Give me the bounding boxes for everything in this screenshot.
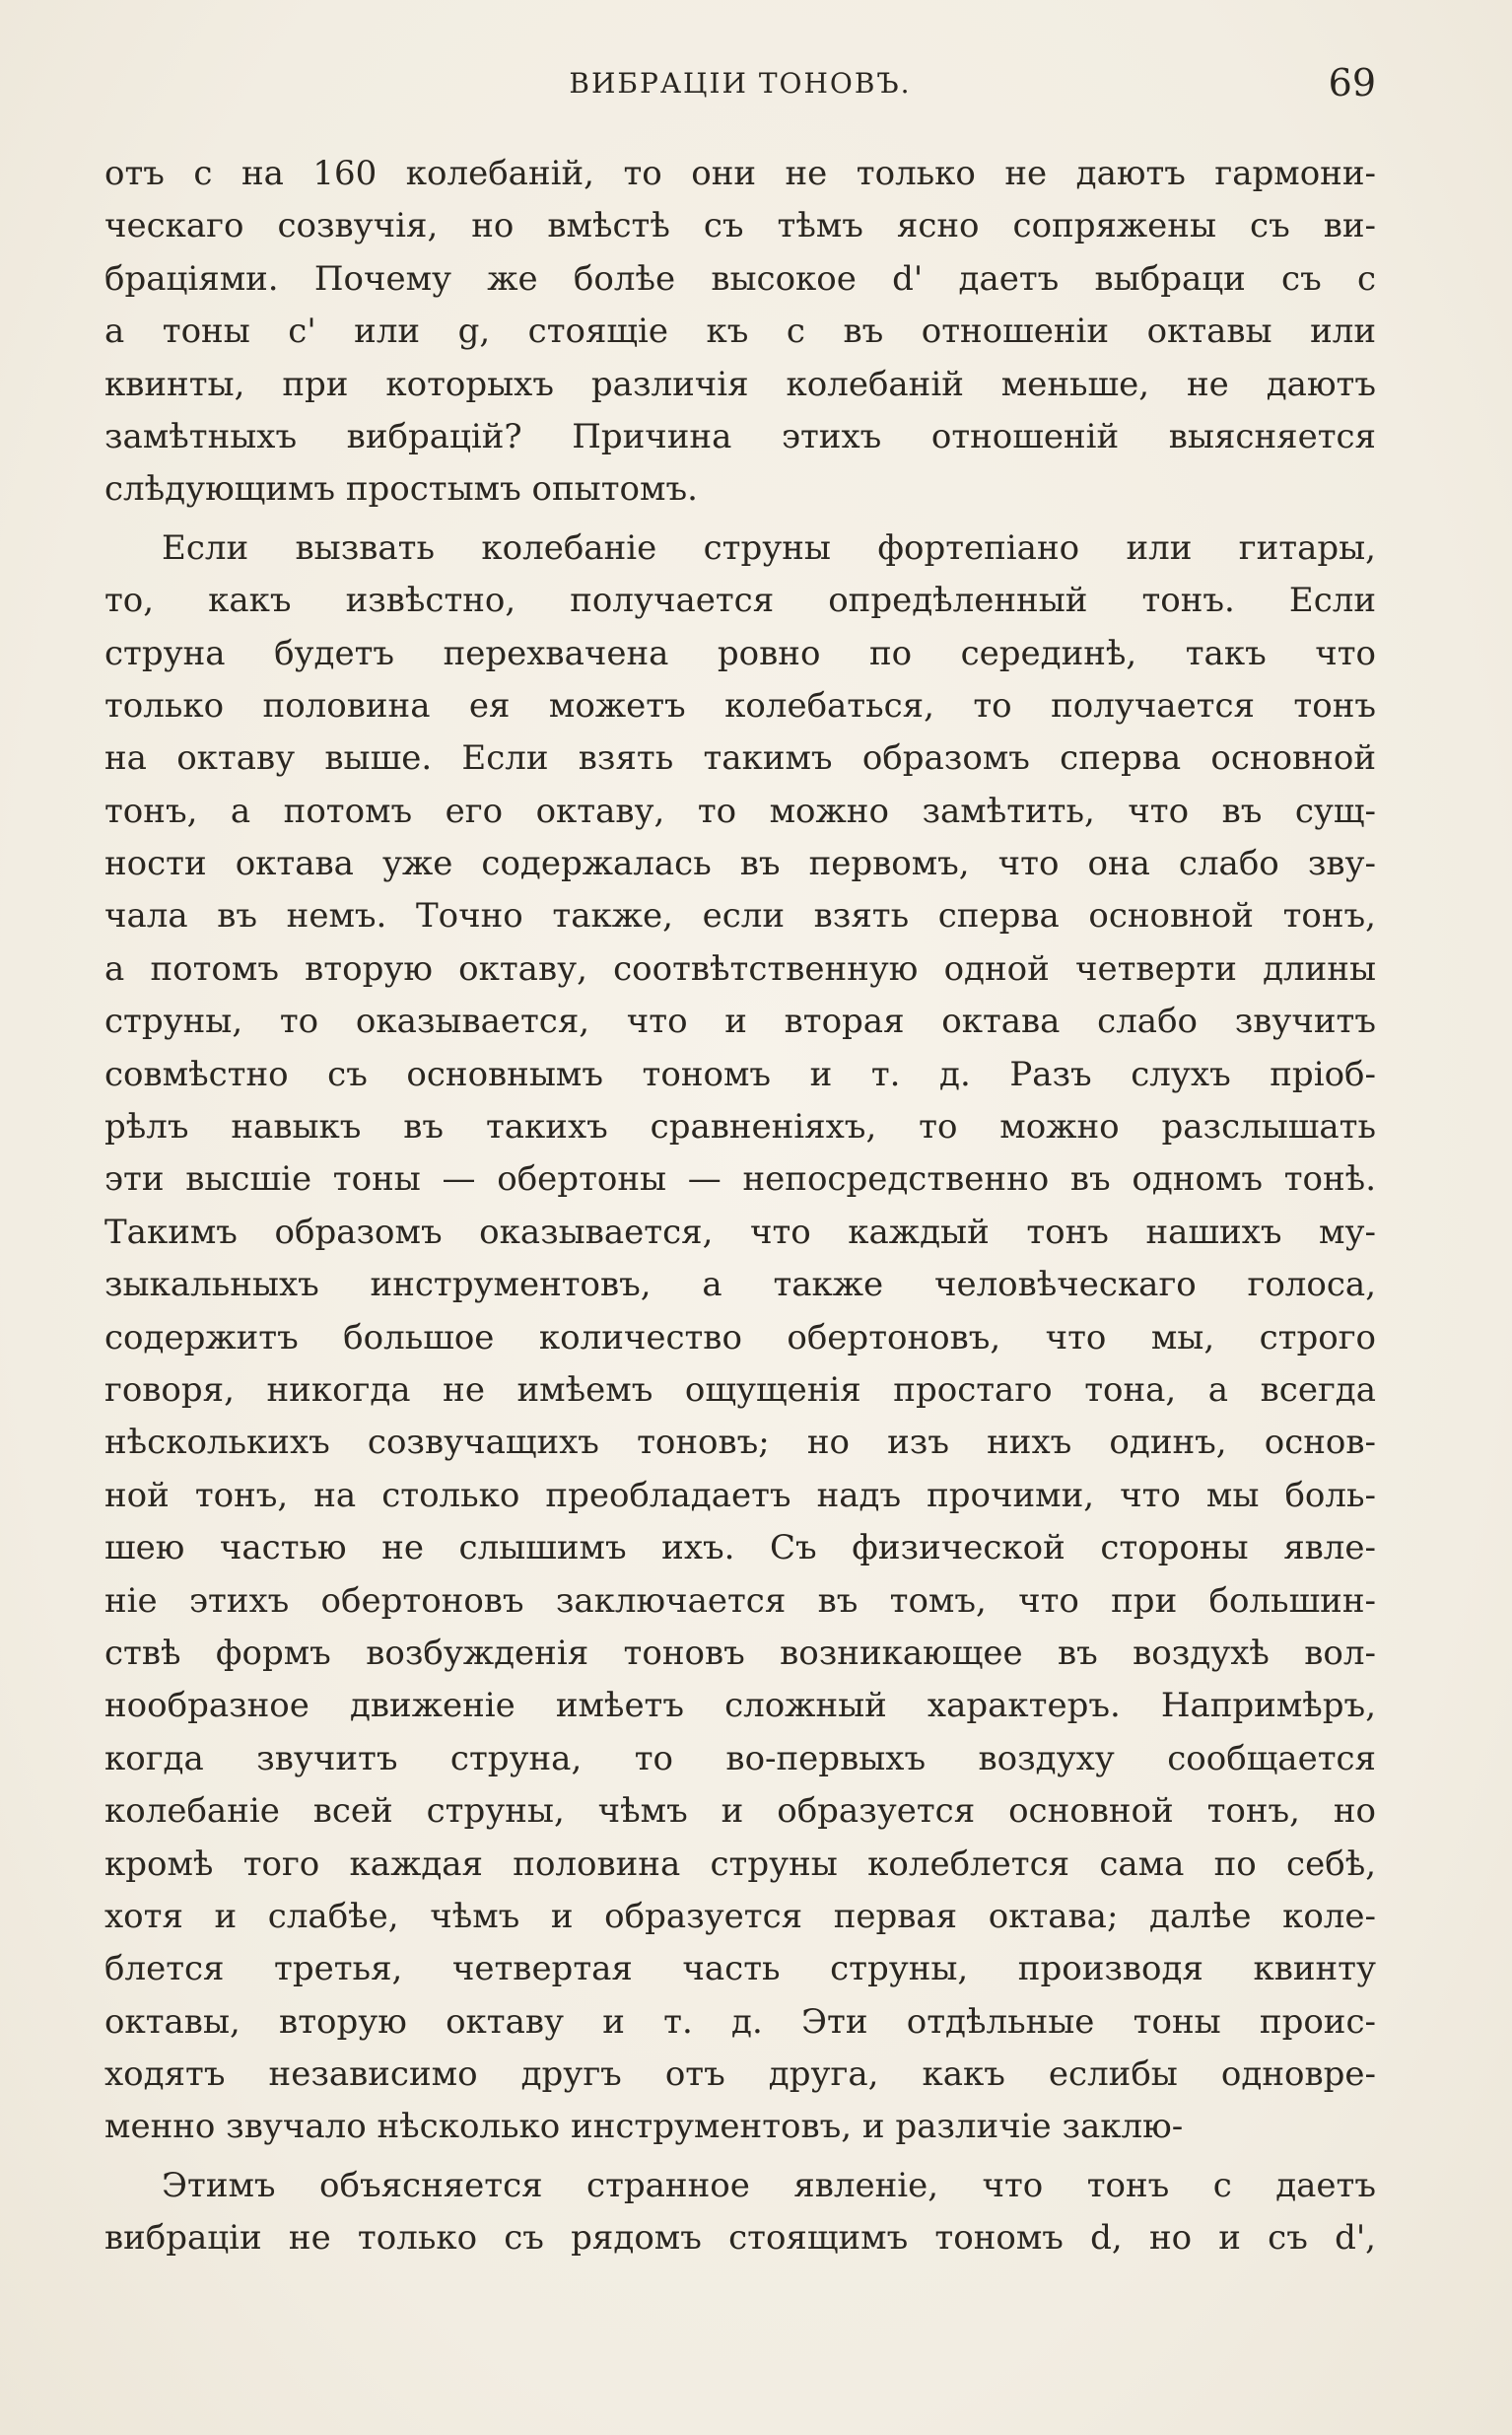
text-line: кромѣ того каждая половина струны колеблется сама по себѣ, bbox=[104, 1844, 1376, 1884]
text-line: Если вызвать колебаніе струны фортепіано или гитары, bbox=[162, 527, 1376, 568]
text-line: ной тонъ, на столько преобладаетъ надъ прочими, что мы боль- bbox=[104, 1475, 1376, 1515]
text-line: зыкальныхъ инструментовъ, а также человѣческаго голоса, bbox=[104, 1265, 1376, 1305]
text-line: тонъ, а потомъ его октаву, то можно замѣтить, что въ сущ- bbox=[104, 791, 1376, 831]
text-line: на октаву выше. Если взять такимъ образомъ сперва основной bbox=[104, 738, 1376, 779]
text-line: ходятъ независимо другъ отъ друга, какъ еслибы одновре- bbox=[104, 2054, 1376, 2095]
text-line: а потомъ вторую октаву, соотвѣтственную одной четверти длины bbox=[104, 948, 1376, 989]
text-line: замѣтныхъ вибрацій? Причина этихъ отношеній выясняется bbox=[104, 416, 1376, 456]
text-line: говоря, никогда не имѣемъ ощущенія простаго тона, а всегда bbox=[104, 1369, 1376, 1410]
text-line: браціями. Почему же болѣе высокое d' даетъ выбраци съ c bbox=[104, 258, 1376, 299]
text-line: струны, то оказывается, что и вторая октава слабо звучитъ bbox=[104, 1002, 1376, 1042]
text-line: менно звучало нѣсколько инструментовъ, и различіе заклю- bbox=[104, 2107, 1184, 2147]
text-line: шею частью не слышимъ ихъ. Съ физической стороны явле- bbox=[104, 1528, 1376, 1568]
text-line: квинты, при которыхъ различія колебаній меньше, не даютъ bbox=[104, 364, 1376, 404]
paragraph-3 bbox=[104, 2160, 1376, 2265]
text-line: ствѣ формъ возбужденія тоновъ возникающее въ воздухѣ вол- bbox=[104, 1633, 1376, 1673]
text-line: хотя и слабѣе, чѣмъ и образуется первая октава; далѣе коле- bbox=[104, 1896, 1376, 1936]
text-line: струна будетъ перехвачена ровно по серединѣ, такъ что bbox=[104, 633, 1376, 673]
text-line: совмѣстно съ основнымъ тономъ и т. д. Разъ слухъ пріоб- bbox=[104, 1054, 1376, 1094]
paragraph-1 bbox=[104, 148, 1376, 517]
text-line: ніе этихъ обертоновъ заключается въ томъ, что при большин- bbox=[104, 1580, 1376, 1621]
running-title: ВИБРАЦІИ ТОНОВЪ. bbox=[569, 67, 912, 100]
text-line: отъ c на 160 колебаній, то они не только не даютъ гармони- bbox=[104, 154, 1376, 193]
text-line: то, какъ извѣстно, получается опредѣленный тонъ. Если bbox=[104, 581, 1376, 621]
text-line: нѣсколькихъ созвучащихъ тоновъ; но изъ нихъ одинъ, основ- bbox=[104, 1423, 1376, 1463]
text-line: слѣдующимъ простымъ опытомъ. bbox=[104, 469, 698, 510]
text-line: только половина ея можетъ колебаться, то получается тонъ bbox=[104, 685, 1376, 726]
text-line: ности октава уже содержалась въ первомъ, что она слабо зву- bbox=[104, 844, 1376, 884]
text-line: ческаго созвучія, но вмѣстѣ съ тѣмъ ясно сопряжены съ ви- bbox=[104, 206, 1376, 246]
text-line: блется третья, четвертая часть струны, производя квинту bbox=[104, 1949, 1376, 1989]
text-line: Такимъ образомъ оказывается, что каждый тонъ нашихъ му- bbox=[104, 1212, 1376, 1252]
text-line: нообразное движеніе имѣетъ сложный характеръ. Напримѣръ, bbox=[104, 1686, 1376, 1726]
text-line: а тоны c' или g, стоящіе къ c въ отношеніи октавы или bbox=[104, 312, 1376, 352]
text-line: содержитъ большое количество обертоновъ, что мы, строго bbox=[104, 1317, 1376, 1357]
page-number: 69 bbox=[1328, 61, 1376, 104]
text-line: когда звучитъ струна, то во-первыхъ воздуху сообщается bbox=[104, 1738, 1376, 1778]
running-head bbox=[104, 61, 1376, 120]
text-line: вибраціи не только съ рядомъ стоящимъ тономъ d, но и съ d', bbox=[104, 2218, 1376, 2259]
text-line: колебаніе всей струны, чѣмъ и образуется основной тонъ, но bbox=[104, 1791, 1376, 1832]
text-line: чала въ немъ. Точно также, если взять сперва основной тонъ, bbox=[104, 896, 1376, 937]
body-text bbox=[104, 148, 1376, 2271]
paragraph-2 bbox=[104, 522, 1376, 2154]
text-line: эти высшіе тоны — обертоны — непосредственно въ одномъ тонѣ. bbox=[104, 1159, 1376, 1200]
text-line: рѣлъ навыкъ въ такихъ сравненіяхъ, то можно разслышать bbox=[104, 1107, 1376, 1148]
text-line: октавы, вторую октаву и т. д. Эти отдѣльные тоны проис- bbox=[104, 2001, 1376, 2042]
text-line: Этимъ объясняется странное явленіе, что тонъ c даетъ bbox=[162, 2165, 1376, 2205]
